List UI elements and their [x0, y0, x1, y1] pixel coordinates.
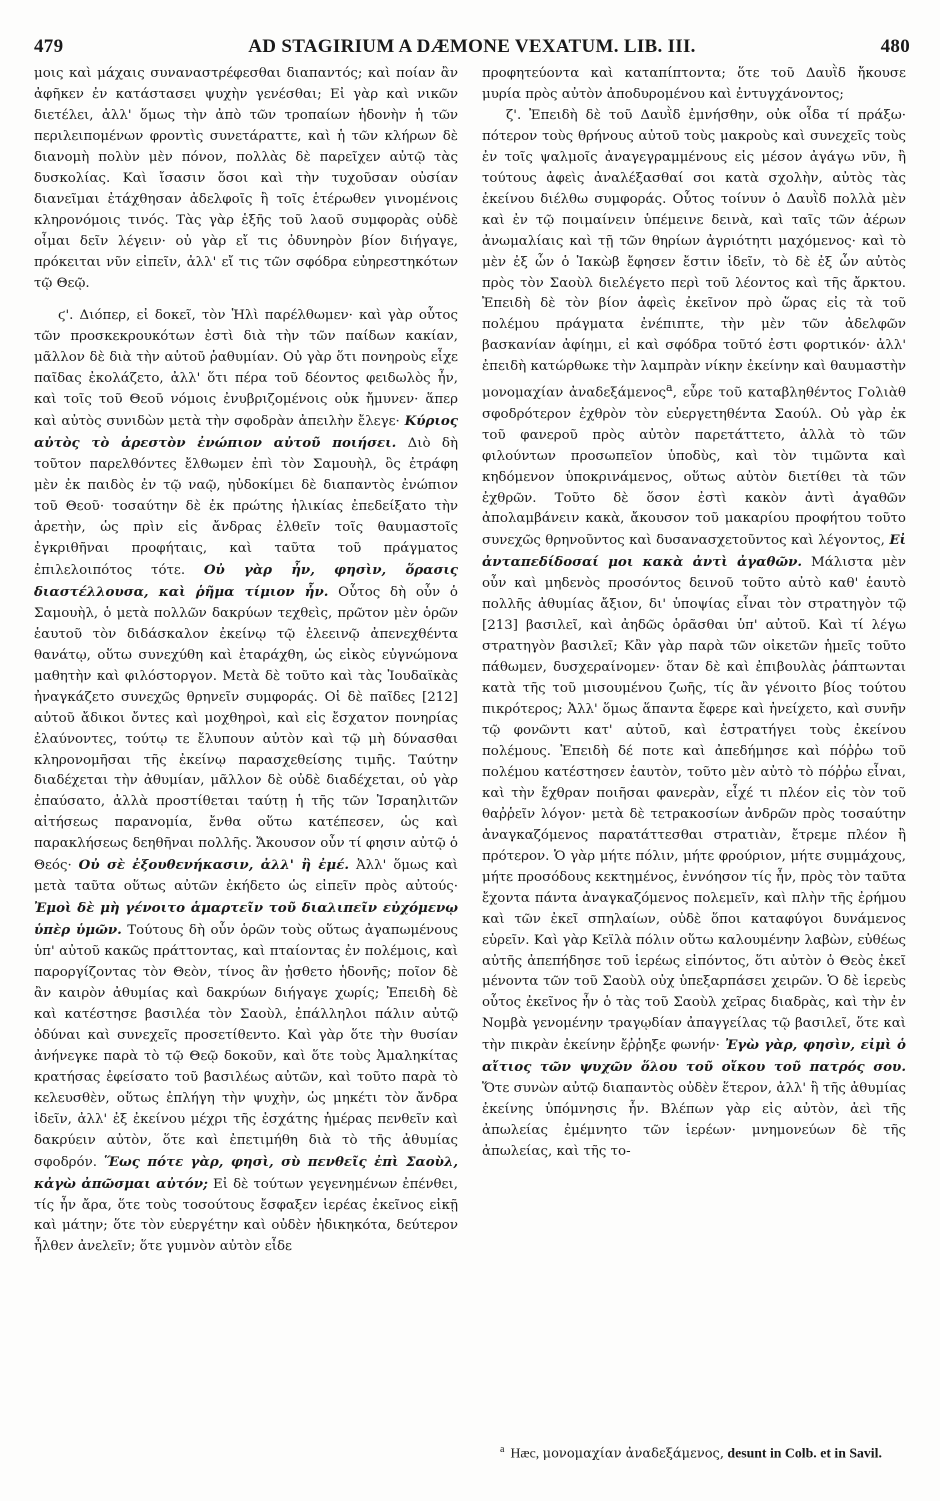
section-number: ϛ'. — [58, 308, 74, 324]
paragraph: μοις καὶ μάχαις συναναστρέφεσθαι διαπαντός; καὶ ποίαν ἂν ἀφῆκεν ἐν κατάστασει ψυχὴν γενέσθαι; Εἰ γὰρ καὶ νικῶν διετέλει, ἀλλ' ὅμως τὴν ἀπὸ τῶν τροπαίων ἡδονὴν ἡ τῶν περιλειπομένων φροντὶς συνετάραττε, καὶ ἡ τῶν κλήρων δὲ διανομὴ πολὺν μὲν πόνον, πολλὰς δὲ παρεῖχεν αὐτῷ τὰς δυσκολίας. Καὶ ἴσασιν ὅσοι καὶ τὴν τυχοῦσαν οὐσίαν διανεῖμαι ἐτάχθησαν ἀδελφοῖς ἢ τοῖς ἑτέρωθεν γινομένοις κληρονόμοις τινός. Τὰς γὰρ ἑξῆς τοῦ λαοῦ συμφορὰς οὐδὲ οἶμαι δεῖν λέγειν· οὐ γὰρ εἴ τις ὀδυνηρὸν βίον διήγαγε, πρόκειται νῦν εἰπεῖν, ἀλλ' εἴ τις τῶν σφόδρα εὐηρεστηκότων τῷ Θεῷ. — [34, 66, 458, 291]
page-number-left: 479 — [34, 36, 64, 57]
paragraph-text: Μάλιστα μὲν οὖν καὶ μηδενὸς προσόντος δεινοῦ τοῦτο αὐτὸ καθ' ἑαυτὸ πολλῆς ἀθυμίας ἄξιον, δι' ὑποψίας εἶναι τὸν στρατηγὸν τῷ [213] βασιλεῖ, καὶ ἀηδῶς ὁρᾶσθαι ὑπ' αὐτοῦ. Καὶ τί λέγω στρατηγὸν βασιλεῖ; Κἂν γὰρ παρὰ τῶν οἰκετῶν ἡμεῖς τοῦτο πάθωμεν, δυσχεραίνομεν· ὅταν δὲ καὶ ἐπιβουλὰς ῥάπτωνται κατὰ τῆς τοῦ μισουμένου ζωῆς, τίς ἂν γένοιτο βίος τούτου πικρότερος; Ἀλλ' ὅμως ἅπαντα ἔφερε καὶ ἠνείχετο, καὶ συνῆν τῷ φονῶντι κατ' αὐτοῦ, καὶ ἐστρατήγει τοὺς ἐκείνου πολέμους. Ἐπειδὴ δέ ποτε καὶ ἀπεδήμησε καὶ πόῤῥω τοῦ πολέμου κατέστησεν ἑαυτὸν, τοῦτο μὲν αὐτὸ τὸ πόῤῥω εἶναι, καὶ τὴν ἔχθραν ποιῆσαι φανερὰν, εἶχέ τι πλέον εἰς τὸν τοῦ θαῤῥεῖν λόγον· μετὰ δὲ τετρακοσίων ἀνδρῶν πρὸς τοσαύτην ἀναγκαζόμενος παρατάττεσθαι στρατιὰν, ἔτρεμε πλέον ἢ πρότερον. Ὁ γὰρ μήτε πόλιν, μήτε φρούριον, μήτε συμμάχους, μήτε προσόδους κεκτημένος, ἐννόησον τίς ἦν, πρὸς τὸν ταῦτα ἔχοντα πάντα ἀναγκαζόμενος πολεμεῖν, καὶ πλὴν τῆς ἐρήμου καὶ τῶν ἐκεῖ σπηλαίων, οὐδὲ ὅποι καταφύγοι δυνάμενος εὑρεῖν. Καὶ γὰρ Κεϊλὰ πόλιν οὕτω καλουμένην λαβὼν, εὐθέως αὐτῆς ἀπεπήδησε τοῦ ἱερέως εἰπόντος, ὅτι αὐτὸν ὁ Θεὸς ἐκεῖ μένοντα τῶν τοῦ Σαοὺλ οὐχ ὑπεξαρπάσει χειρῶν. Ὁ δὲ ἱερεὺς οὗτος ἐκεῖνος ἦν ὁ τὰς τοῦ Σαοὺλ χεῖρας διαδρὰς, καὶ τὴν ἐν Νομβὰ γενομένην τραγῳδίαν ἀπαγγείλας τῷ βασιλεῖ, ὅτε καὶ τὴν πικρὰν ἐκείνην ἔῤῥηξε φωνήν· — [482, 555, 906, 1054]
scripture-quote: Ἕως πότε γὰρ, φησὶ, σὺ πενθεῖς ἐπὶ Σαοὺλ, κἀγὼ ἀπῶσμαι αὐτόν; — [34, 1153, 458, 1192]
scripture-quote: Οὐ σὲ ἐξουθενήκασιν, ἀλλ' ἢ ἐμέ. — [78, 857, 350, 874]
paragraph-text: Ἀλλ' ὅμως καὶ μετὰ ταῦτα οὕτως αὐτῶν ἐκήδετο ὡς εἰπεῖν πρὸς αὐτούς· — [34, 858, 458, 895]
section-number: ζ'. — [506, 107, 522, 123]
paragraph-text: Διὸ δὴ τοῦτον παρελθόντες ἔλθωμεν ἐπὶ τὸν Σαμουὴλ, ὃς ἐτράφη μὲν ἐκ παιδὸς ἐν τῷ ναῷ, ηὐδοκίμει δὲ διαπαντὸς ἐνώπιον τοῦ Θεοῦ· τοσαύτην δὲ ἐκ πρώτης ἡλικίας ἐπεδείξατο τὴν ἀρετὴν, ὡς πρὶν εἰς ἄνδρας ἐλθεῖν τοῖς θαυμαστοῖς ἐγκριθῆναι προφήταις, καὶ ταῦτα τοῦ πράγματος ἐπιλελοιπότος τότε. — [34, 436, 458, 578]
paragraph-text: Εἰ δὲ τούτων γεγενημένων ἐπένθει, τίς ἦν ἄρα, ὅτε τοὺς τοσούτους ἔσφαξεν ἱερέας ἐκεῖνος εἰκῇ καὶ μάτην; ὅτε τὸν εὐεργέτην καὶ οὐδὲν ἠδικηκότα, δεύτερον ἦλθεν ἀνελεῖν; ὅτε γυμνὸν αὐτὸν εἶδε — [34, 1176, 458, 1255]
footnote-greek: μονομαχίαν ἀναδεξάμενος, — [542, 1446, 724, 1462]
running-header — [34, 28, 910, 58]
running-title: AD STAGIRIUM A DÆMONE VEXATUM. LIB. III. — [248, 36, 696, 57]
footnote-marker: a — [500, 1444, 505, 1455]
footnote-latin: Hæc, — [510, 1445, 540, 1461]
paragraph-text: Ὅτε συνὼν αὐτῷ διαπαντὸς οὐδὲν ἕτερον, ἀλλ' ἢ τῆς ἀθυμίας ἐκείνης ὑπόμνησις ἦν. Βλέπων γὰρ εἰς αὐτὸν, ἀεὶ τῆς ἀπωλείας ἐμέμνητο τῶν ἱερέων· μνημονεύων δὲ τῆς ἀπωλείας, καὶ τῆς το- — [482, 1081, 906, 1160]
paragraph-text: Τούτους δὴ οὖν ὁρῶν τοὺς οὕτως ἀγαπωμένους ὑπ' αὐτοῦ κακῶς πράττοντας, καὶ πταίοντας ἐν πολέμοις, καὶ παροργίζοντας τὸν Θεὸν, τίνος ἂν ᾐσθετο ἡδονῆς; ποῖον δὲ ἂν καιρὸν ἀθυμίας καὶ δακρύων διήγαγε χωρίς; Ἐπειδὴ δὲ καὶ κατέστησε βασιλέα τὸν Σαοὺλ, ἐπάλληλοι πάλιν αὐτῷ ὀδύναι καὶ συνεχεῖς προσετίθεντο. Καὶ γὰρ ὅτε τὴν θυσίαν ἀνήνεγκε παρὰ τὸ τῷ Θεῷ δοκοῦν, καὶ ὅτε τοὺς Ἀμαληκίτας κρατήσας ἐφείσατο τοῦ βασιλέως αὐτῶν, καὶ τοῦτο παρὰ τὸ κελευσθὲν, οὕτως ἐπλήγη τὴν ψυχὴν, ὡς μηκέτι τὸν ἄνδρα ἰδεῖν, ἀλλ' ἐξ ἐκείνου μέχρι τῆς ἐσχάτης ἡμέρας πενθεῖν καὶ δακρύειν αὐτὸν, ὅτε καὶ ἐπετιμήθη διὰ τὸ τῆς ἀθυμίας σφοδρόν. — [34, 923, 458, 1170]
left-column — [34, 64, 458, 1258]
paragraph-text: Διόπερ, εἰ δοκεῖ, τὸν Ἡλὶ παρέλθωμεν· καὶ γὰρ οὗτος τῶν προσκεκρουκότων ἐστὶ διὰ τὴν τῶν παίδων κακίαν, μᾶλλον δὲ διὰ τὴν αὑτοῦ ῥαθυμίαν. Οὐ γὰρ ὅτι πονηροὺς εἶχε παῖδας ἐκολάζετο, ἀλλ' ὅτι πέρα τοῦ δέοντος φειδωλὸς ἦν, καὶ τοῖς τοῦ Θεοῦ νόμοις ἐνυβριζομένοις οὐκ ἤμυνεν· ἅπερ καὶ αὐτὸς συνιδὼν μετὰ τὴν σφοδρὰν ἀπειλὴν ἔλεγε· — [34, 308, 458, 430]
footnote-latin: desunt in Colb. et in Savil. — [727, 1445, 882, 1461]
paragraph — [482, 106, 906, 1163]
paragraph-text: Ἐπειδὴ δὲ τοῦ Δαυῒδ ἐμνήσθην, οὐκ οἶδα τί πράξω· πότερον τοὺς θρήνους αὐτοῦ τοὺς μακροὺς καὶ συνεχεῖς τοὺς ἐν τοῖς ψαλμοῖς ἀναγεγραμμένους εἰς μέσον ἀγάγω νῦν, ἢ τούτους ἀφεὶς ἀναλέξασθαί σοι κατὰ σχολὴν, αὐτὸς τὰς ἐκείνου διέλθω συμφοράς. Οὗτος τοίνυν ὁ Δαυῒδ πολλὰ μὲν καὶ ἐν τῷ ποιμαίνειν ὑπέμεινε δεινὰ, καὶ ταῖς τῶν ἀέρων ἀνωμαλίαις καὶ τῇ τῶν θηρίων ἀγριότητι μαχόμενος· καὶ τὸ μὲν ἐξ ὧν ὁ Ἰακὼβ ἔφησεν ἔστιν ἰδεῖν, τὸ δὲ ἐξ ὧν αὐτὸς πρὸς τὸν Σαοὺλ διελέγετο περὶ τοῦ λέοντος καὶ τῆς ἄρκτου. Ἐπειδὴ δὲ τὸν βίον ἀφεὶς ἐκεῖνον πρὸ ὥρας εἰς τὰ τοῦ πολέμου πράγματα ἐνέπιπτε, τὴν μὲν τῶν ἀδελφῶν βασκανίαν ἀφίημι, εἰ καὶ σφόδρα τοῦτό ἐστι φορτικόν· ἀλλ' ἐπειδὴ κατώρθωκε τὴν λαμπρὰν νίκην ἐκείνην καὶ θαυμαστὴν μονομαχίαν ἀναδεξάμενος — [482, 107, 906, 401]
scripture-quote: Ἐμοὶ δὲ μὴ γένοιτο ἁμαρτεῖν τοῦ διαλιπεῖν εὐχόμενῳ ὑπὲρ ὑμῶν. — [34, 900, 458, 939]
scripture-quote: Ἐγὼ γὰρ, φησὶν, εἰμὶ ὁ αἴτιος τῶν ψυχῶν ὅλου τοῦ οἴκου τοῦ πατρός σου. — [482, 1037, 906, 1076]
paragraph-text: , εὗρε τοῦ καταβληθέντος Γολιὰθ σφοδρότερον ἐχθρὸν τὸν εὐεργετηθέντα Σαούλ. Οὐ γὰρ ἐκ τοῦ φανεροῦ πρὸς αὐτὸν παρετάττετο, ἀλλὰ τὸ τῶν φιλούντων προσωπεῖον ὑποδὺς, καὶ τὸν τιμῶντα καὶ κηδόμενον ὑποκρινάμενος, οὕτως αὐτὸν διετίθει τὰ τῶν ἐχθρῶν. Τοῦτο δὲ ὅσον ἐστὶ κακὸν ἀντὶ ἀγαθῶν ἀπολαμβάνειν κακὰ, ἄκουσον τοῦ μακαρίου προφήτου τοῦτο συνεχῶς θρηνοῦντος καὶ δυσανασχετοῦντος καὶ λέγοντος, — [482, 385, 906, 549]
scripture-quote: Εἰ ἀνταπεδίδοσαί μοι κακὰ ἀντὶ ἀγαθῶν. — [482, 532, 906, 571]
scripture-quote: Οὐ γὰρ ἦν, φησὶν, ὅρασις διαστέλλουσα, καὶ ῥῆμα τίμιον ἦν. — [34, 561, 458, 600]
paragraph: προφητεύοντα καὶ καταπίπτοντα; ὅτε τοῦ Δαυῒδ ἤκουσε μυρία πρὸς αὐτὸν ἀποδυρομένου καὶ ἐντυγχάνοντος; — [482, 66, 906, 102]
footnote-reference[interactable]: a — [666, 381, 673, 395]
paragraph — [34, 306, 458, 1258]
scripture-quote: Κύριος αὐτὸς τὸ ἀρεστὸν ἐνώπιον αὐτοῦ ποιήσει. — [34, 413, 458, 452]
paragraph-text: Οὗτος δὴ οὖν ὁ Σαμουὴλ, ὁ μετὰ πολλῶν δακρύων τεχθεὶς, πρῶτον μὲν ὁρῶν ἑαυτοῦ τὸν διδάσκαλον ἐκείνῳ τῷ ἐλεεινῷ ἀπενεχθέντα θανάτῳ, οὕτω συνεχύθη καὶ ἐταράχθη, ὡς εἰκὸς εὐγνώμονα μαθητὴν καὶ φιλόστοργον. Μετὰ δὲ τοῦτο καὶ τὰς Ἰουδαϊκὰς ἠναγκάζετο συνεχῶς θρηνεῖν συμφοράς. Οἱ δὲ παῖδες [212] αὐτοῦ ἄδικοι ὄντες καὶ μοχθηροὶ, καὶ εἰς ἔσχατον πονηρίας ἐλαύνοντες, τούτῳ τε ἔλυπουν αὐτὸν καὶ τῷ μὴ δύνασθαι κληρονομῆσαι τῆς ἐκείνῳ παρασχεθείσης τιμῆς. Ταύτην διαδέχεται τὴν ἀθυμίαν, μᾶλλον δὲ οὐδὲ διαδέχεται, οὐ γὰρ ἐπαύσατο, ἀλλὰ προστίθεται ταύτῃ ἡ τῆς τῶν Ἰσραηλιτῶν αἰτήσεως παρανομία, ἔνθα οὕτω κατέπεσεν, ὡς καὶ παρακλήσεως δεηθῆναι πολλῆς. Ἄκουσον οὖν τί φησιν αὐτῷ ὁ Θεός· — [34, 584, 458, 874]
page-number-right: 480 — [880, 36, 910, 57]
footnote — [500, 1440, 910, 1465]
right-column — [482, 64, 906, 1163]
